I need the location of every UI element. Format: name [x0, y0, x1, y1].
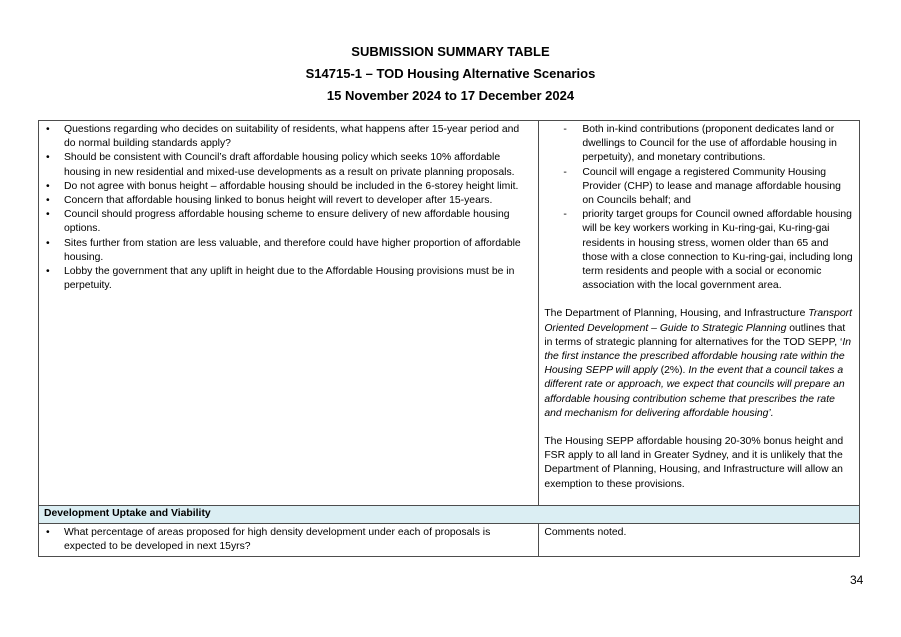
list-item: • Lobby the government that any uplift in height due to the Affordable Housing provisions must be in perpetuity.	[64, 265, 533, 293]
response-paragraph-housing-sepp: The Housing SEPP affordable housing 20-30% bonus height and FSR apply to all land in Greater Sydney, and it is unlikely that the Department of Planning, Housing, and Infrastructure will allow an exemption to these provisions.	[544, 436, 844, 490]
quote-text: In the first instance the prescribed affordable housing rate within the Housing SEPP will apply	[544, 336, 852, 377]
page-number: 34	[850, 573, 864, 587]
response-paragraph-guide	[544, 307, 854, 421]
submission-summary-table	[38, 120, 860, 557]
council-response-cell: Comments noted.	[539, 523, 860, 556]
guide-title: Transport Oriented Development – Guide to Strategic Planning	[544, 308, 852, 334]
submission-bullet-list	[44, 526, 533, 554]
text-segment: outlines that in terms of strategic planning for alternatives for the TOD SEPP, ‘	[544, 322, 846, 348]
quote-text: In the event that a council takes a different rate or approach, we expect that councils will prepare an affordable housing contribution scheme that prescribes the rate and mechanism for delivering affordable housing’.	[544, 365, 845, 419]
list-item: • What percentage of areas proposed for high density development under each of proposals is expected to be developed in next 15yrs?	[64, 526, 533, 554]
section-title: Development Uptake and Viability	[39, 506, 860, 523]
text-segment: (2%).	[657, 365, 689, 377]
submission-comments-cell	[39, 121, 539, 506]
list-item: - priority target groups for Council owned affordable housing will be key workers working in Ku-ring-gai, Ku-ring-gai residents in housing stress, women older than 65 and those with a close connection to Ku-ring-gai, including long term residents and people with a social or economic association with the local government area.	[582, 208, 854, 293]
council-response-cell	[539, 121, 860, 506]
list-item: • Council should progress affordable housing scheme to ensure delivery of new affordable housing options.	[64, 208, 533, 236]
list-item: • Concern that affordable housing linked to bonus height will revert to developer after 15-years.	[64, 194, 533, 208]
table-row	[39, 523, 860, 556]
document-title: SUBMISSION SUMMARY TABLE	[351, 44, 550, 59]
list-item: • Questions regarding who decides on suitability of residents, what happens after 15-year period and do normal building standards apply?	[64, 123, 533, 151]
submission-comments-cell	[39, 523, 539, 556]
response-dash-list	[544, 123, 854, 293]
document-subtitle: S14715-1 – TOD Housing Alternative Scenarios	[305, 66, 596, 81]
list-item: • Sites further from station are less valuable, and therefore could have higher proportion of affordable housing.	[64, 237, 533, 265]
list-item: - Council will engage a registered Community Housing Provider (CHP) to lease and manage affordable housing on Councils behalf; and	[582, 166, 854, 209]
list-item: - Both in-kind contributions (proponent dedicates land or dwellings to Council for the use of affordable housing in perpetuity), and monetary contributions.	[582, 123, 854, 166]
list-item: • Do not agree with bonus height – affordable housing should be included in the 6-storey height limit.	[64, 180, 533, 194]
submission-bullet-list	[44, 123, 533, 293]
section-header-row	[39, 506, 860, 523]
list-item: • Should be consistent with Council’s draft affordable housing policy which seeks 10% affordable housing in new residential and mixed-use developments as a result on private planning proposals.	[64, 151, 533, 179]
submission-period: 15 November 2024 to 17 December 2024	[326, 88, 575, 103]
text-segment: The Department of Planning, Housing, and Infrastructure	[544, 308, 809, 320]
table-row	[39, 121, 860, 506]
